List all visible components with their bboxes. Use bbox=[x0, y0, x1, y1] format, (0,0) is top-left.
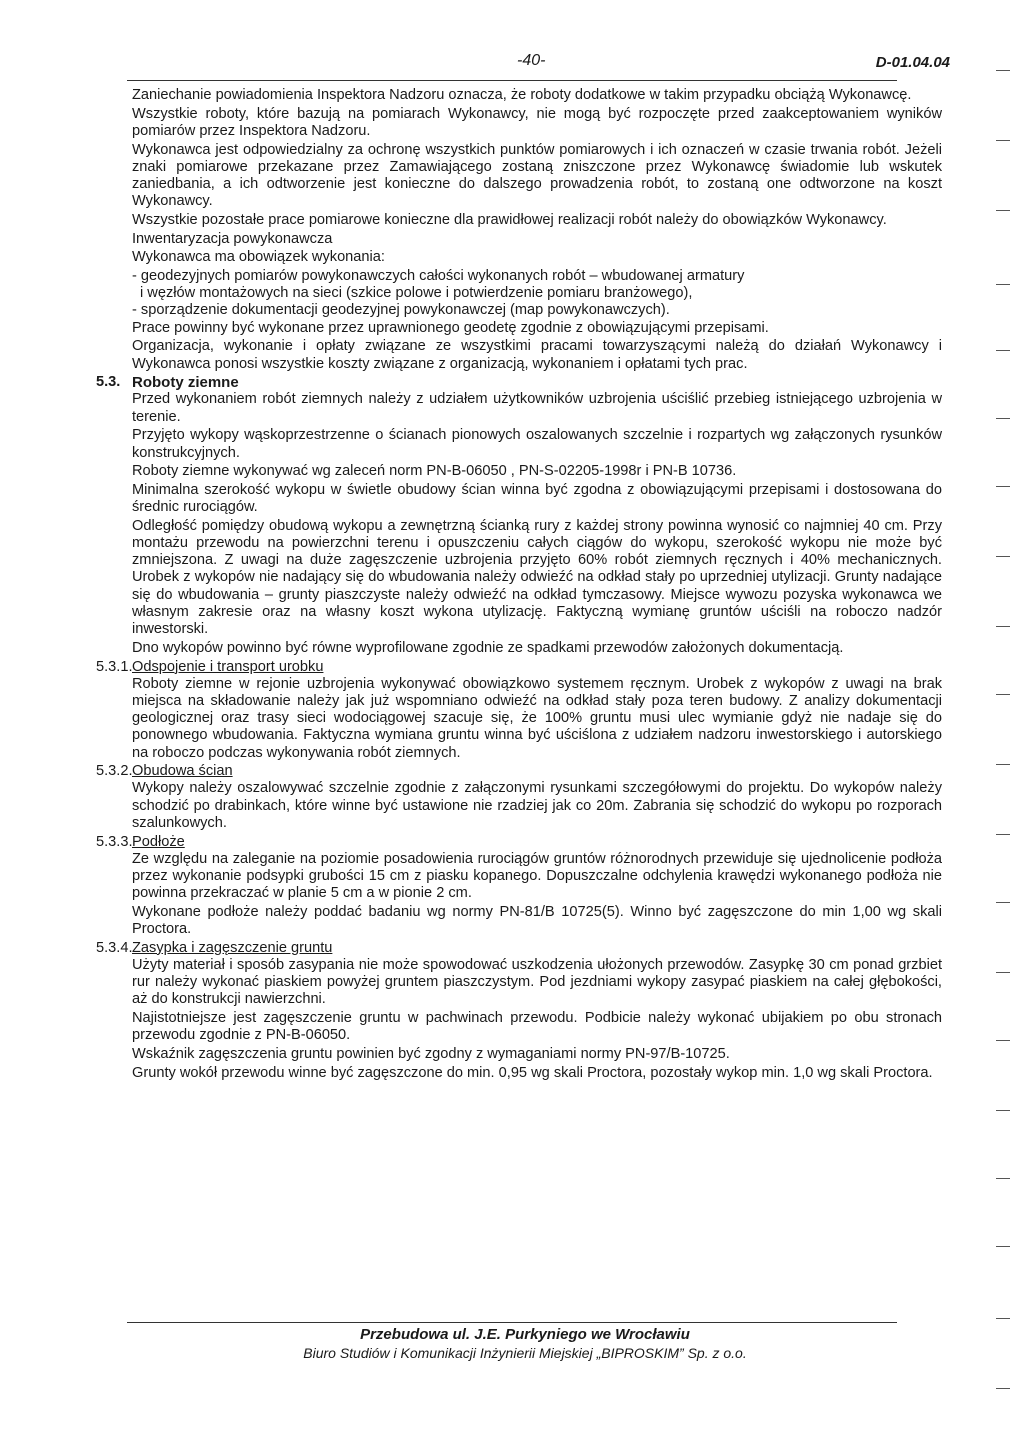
indent-spacer bbox=[96, 142, 132, 211]
list-item bbox=[96, 302, 942, 319]
list-item-text: i węzłów montażowych na sieci (szkice polowe i potwierdzenie pomiaru branżowego), bbox=[140, 285, 693, 302]
indent-spacer bbox=[96, 212, 132, 229]
indent-spacer bbox=[96, 249, 132, 266]
list-item bbox=[96, 285, 942, 302]
scan-margin-mark bbox=[996, 210, 1010, 211]
scan-margin-mark bbox=[996, 284, 1010, 285]
heading-number: 5.3.4. bbox=[96, 939, 133, 956]
subsection-heading bbox=[96, 659, 942, 676]
heading-number: 5.3.2. bbox=[96, 763, 133, 780]
indent-spacer bbox=[96, 391, 132, 425]
paragraph-text: Inwentaryzacja powykonawcza bbox=[132, 230, 333, 247]
paragraph-text: Roboty ziemne w rejonie uzbrojenia wykonywać obowiązkowo systemem ręcznym. Urobek z wykopów z uwagi na brak miejsca na składowanie należy jak już wspomniano odwieźć na odkład stały poza teren budowy. Z analizy dokumentacji geologicznej oraz trasy sieci wodociągowej szacuje się, że 100% gruntu musi ulec wymianie gdyż nie nadaje się do ponownego wbudowania. Faktyczna wymiana gruntu winna być uściślona z udziałem nadzoru inwestorskiego i autorskiego na roboczo podczas wykonywania robót ziemnych. bbox=[132, 675, 942, 761]
paragraph-text: Organizacja, wykonanie i opłaty związane ze wszystkimi pracami towarzyszącymi należą do działań Wykonawcy i Wykonawca ponosi wszystkie koszty związane z organizacją, wykonaniem i opłatami tych prac. bbox=[132, 338, 942, 372]
indent-spacer bbox=[96, 87, 132, 104]
paragraph bbox=[96, 249, 942, 266]
paragraph-text: Prace powinny być wykonane przez uprawnionego geodetę zgodnie z obowiązującymi przepisami. bbox=[132, 319, 769, 336]
paragraph-text: Wykonane podłoże należy poddać badaniu wg normy PN-81/B 10725(5). Winno być zagęszczone do min 1,00 wg skali Proctora. bbox=[132, 903, 942, 938]
heading-title: Odspojenie i transport urobku bbox=[132, 658, 324, 675]
paragraph bbox=[96, 142, 942, 211]
paragraph bbox=[96, 904, 942, 938]
indent-spacer bbox=[96, 320, 132, 337]
scan-margin-mark bbox=[996, 694, 1010, 695]
paragraph-text: Wszystkie roboty, które bazują na pomiarach Wykonawcy, nie mogą być rozpoczęte przed zaakceptowaniem wyników pomiarów przez Inspektora Nadzoru. bbox=[132, 105, 942, 139]
indent-spacer bbox=[96, 851, 132, 903]
paragraph bbox=[96, 463, 942, 480]
paragraph-text: Ze względu na zaleganie na poziomie posadowienia rurociągów gruntów różnorodnych przewiduje się ujednolicenie podłoża przez wykonanie podsypki grubości 15 cm z piasku kopanego. Dopuszczalne odchylenia krawędzi wykonanego podłoża nie powinna przekraczać w planie 5 cm a w pionie 2 cm. bbox=[132, 850, 942, 902]
section-heading bbox=[96, 374, 942, 391]
paragraph bbox=[96, 851, 942, 903]
heading-number: 5.3. bbox=[96, 374, 121, 391]
paragraph bbox=[96, 676, 942, 762]
scan-margin-mark bbox=[996, 1110, 1010, 1111]
indent-spacer bbox=[96, 1010, 132, 1044]
indent-spacer bbox=[96, 1065, 132, 1082]
paragraph-text: Wykonawca ma obowiązek wykonania: bbox=[132, 249, 385, 266]
indent-spacer bbox=[96, 482, 132, 516]
paragraph bbox=[96, 482, 942, 516]
paragraph bbox=[96, 1046, 942, 1063]
scan-margin-mark bbox=[996, 140, 1010, 141]
paragraph bbox=[96, 957, 942, 1009]
paragraph-text: Dno wykopów powinno być równe wyprofilowane zgodnie ze spadkami przewodów założonych dokumentacją. bbox=[132, 639, 844, 656]
paragraph bbox=[96, 518, 942, 638]
scan-margin-mark bbox=[996, 1040, 1010, 1041]
paragraph-text: Roboty ziemne wykonywać wg zaleceń norm PN-B-06050 , PN-S-02205-1998r i PN-B 10736. bbox=[132, 463, 737, 480]
paragraph bbox=[96, 106, 942, 140]
scan-margin-mark bbox=[996, 972, 1010, 973]
indent-spacer bbox=[96, 338, 132, 372]
subsection-heading bbox=[96, 763, 942, 780]
header-rule bbox=[127, 80, 897, 81]
paragraph bbox=[96, 780, 942, 832]
indent-spacer bbox=[96, 231, 132, 248]
document-body bbox=[96, 87, 942, 1083]
scan-margin-mark bbox=[996, 486, 1010, 487]
indent-spacer bbox=[96, 463, 132, 480]
heading-title: Podłoże bbox=[132, 833, 185, 850]
paragraph bbox=[96, 231, 942, 248]
list-item-text: - geodezyjnych pomiarów powykonawczych całości wykonanych robót – wbudowanej armatury bbox=[132, 268, 745, 285]
scan-margin-mark bbox=[996, 902, 1010, 903]
paragraph bbox=[96, 640, 942, 657]
scan-margin-mark bbox=[996, 1318, 1010, 1319]
footer-rule bbox=[127, 1322, 897, 1323]
indent-spacer bbox=[96, 106, 132, 140]
paragraph bbox=[96, 212, 942, 229]
scan-margin-mark bbox=[996, 1246, 1010, 1247]
subsection-heading bbox=[96, 834, 942, 851]
scan-margin-mark bbox=[996, 834, 1010, 835]
list-item-text: - sporządzenie dokumentacji geodezyjnej powykonawczej (map powykonawczych). bbox=[132, 302, 670, 319]
indent-spacer bbox=[96, 518, 132, 638]
scan-margin-mark bbox=[996, 350, 1010, 351]
paragraph bbox=[96, 1065, 942, 1082]
paragraph-text: Przed wykonaniem robót ziemnych należy z udziałem użytkowników uzbrojenia uściślić przebieg istniejącego uzbrojenia w terenie. bbox=[132, 391, 942, 425]
scan-margin-mark bbox=[996, 1388, 1010, 1389]
paragraph-text: Wykopy należy oszalowywać szczelnie zgodnie z załączonymi rysunkami szczegółowymi do projektu. Do wykopów należy schodzić po drabinkach, które winne być ustawione nie rzadziej jak co 20m. Zabrania się schodzić do wykopu po rozporach szalunkowych. bbox=[132, 780, 942, 831]
paragraph-text: Wszystkie pozostałe prace pomiarowe konieczne dla prawidłowej realizacji robót należy do obowiązków Wykonawcy. bbox=[132, 211, 887, 228]
page-number: -40- bbox=[517, 52, 546, 69]
heading-number: 5.3.1. bbox=[96, 658, 133, 675]
paragraph-text: Przyjęto wykopy wąskoprzestrzenne o ścianach pionowych oszalowanych szczelnie i rozpartych wg załączonych rysunków konstrukcyjnych. bbox=[132, 427, 942, 461]
indent-spacer bbox=[96, 285, 132, 302]
footer-project-title: Przebudowa ul. J.E. Purkyniego we Wrocławiu bbox=[360, 1326, 690, 1343]
paragraph-text: Grunty wokół przewodu winne być zagęszczone do min. 0,95 wg skali Proctora, pozostały wykop min. 1,0 wg skali Proctora. bbox=[132, 1064, 933, 1081]
indent-spacer bbox=[96, 302, 132, 319]
heading-title: Zasypka i zagęszczenie gruntu bbox=[132, 939, 333, 956]
paragraph-text: Zaniechanie powiadomienia Inspektora Nadzoru oznacza, że roboty dodatkowe w takim przypadku obciążą Wykonawcę. bbox=[132, 87, 912, 103]
indent-spacer bbox=[96, 957, 132, 1009]
paragraph bbox=[96, 427, 942, 461]
paragraph bbox=[96, 338, 942, 372]
indent-spacer bbox=[96, 780, 132, 832]
scan-margin-mark bbox=[996, 626, 1010, 627]
indent-spacer bbox=[96, 676, 132, 762]
paragraph bbox=[96, 87, 942, 104]
scan-margin-mark bbox=[996, 1178, 1010, 1179]
subsection-heading bbox=[96, 940, 942, 957]
paragraph-text: Wykonawca jest odpowiedzialny za ochronę wszystkich punktów pomiarowych i ich oznaczeń w czasie trwania robót. Jeżeli znaki pomiarowe przekazane przez Zamawiającego zostaną zniszczone przez Wykonawcę świadomie lub wskutek zaniedbania, a ich odtworzenie jest konieczne do dalszego prowadzenia robót, to zostaną one odtworzone na koszt Wykonawcy. bbox=[132, 141, 942, 210]
paragraph bbox=[96, 320, 942, 337]
document-code: D-01.04.04 bbox=[875, 54, 950, 71]
heading-title: Obudowa ścian bbox=[132, 763, 233, 780]
paragraph-text: Wskaźnik zagęszczenia gruntu powinien być zgodny z wymaganiami normy PN-97/B-10725. bbox=[132, 1045, 730, 1062]
indent-spacer bbox=[96, 640, 132, 657]
footer-company: Biuro Studiów i Komunikacji Inżynierii Miejskiej „BIPROSKIM” Sp. z o.o. bbox=[303, 1345, 747, 1361]
scan-margin-mark bbox=[996, 70, 1010, 71]
paragraph-text: Minimalna szerokość wykopu w świetle obudowy ścian winna być zgodna z obowiązującymi przepisami i dostosowana do średnic rurociągów. bbox=[132, 481, 942, 516]
paragraph bbox=[96, 1010, 942, 1044]
scan-margin-mark bbox=[996, 418, 1010, 419]
list-item bbox=[96, 268, 942, 285]
page-footer bbox=[125, 1325, 925, 1363]
scan-margin-mark bbox=[996, 556, 1010, 557]
paragraph bbox=[96, 391, 942, 425]
indent-spacer bbox=[96, 1046, 132, 1063]
indent-spacer bbox=[96, 904, 132, 938]
page-header bbox=[125, 52, 950, 80]
heading-title: Roboty ziemne bbox=[132, 374, 239, 392]
indent-spacer bbox=[96, 268, 132, 285]
paragraph-gap bbox=[96, 1082, 942, 1084]
paragraph-text: Odległość pomiędzy obudową wykopu a zewnętrzną ścianką rury z każdej strony powinna wynosić co najmniej 40 cm. Przy montażu przewodu na powierzchni terenu i opuszczeniu całych ciągów do wykopu, szerokość wykopu nie może być zmniejszona. Z uwagi na duże zagęszczenie uzbrojenia przyjęto 60% robót ziemnych ręcznych i 40% mechanicznych. Urobek z wykopów nie nadający się do wbudowania należy odwieźć na odkład stały po uprzedniej utylizacji. Grunty nadające się do wbudowania – grunty piaszczyste należy odwieźć na odkład tymczasowy. Miejsce wywozu pozyska wykonawca we własnym zakresie oraz na własny koszt wykona utylizację. Faktyczną wymianę gruntów uściśli na roboczo nadzór inwestorski. bbox=[132, 517, 942, 638]
indent-spacer bbox=[96, 427, 132, 461]
scan-margin-mark bbox=[996, 764, 1010, 765]
paragraph-text: Użyty materiał i sposób zasypania nie może spowodować uszkodzenia ułożonych przewodów. Zasypkę 30 cm ponad grzbiet rur należy wykonać piaskiem powyżej gruntem piaszczystym. Pod jezdniami wykopy zasypać piaskiem na całej głębokości, aż do konstrukcji nawierzchni. bbox=[132, 956, 942, 1008]
heading-number: 5.3.3. bbox=[96, 833, 133, 850]
paragraph-text: Najistotniejsze jest zagęszczenie gruntu w pachwinach przewodu. Podbicie należy wykonać ubijakiem po obu stronach przewodu zgodnie z PN-B-06050. bbox=[132, 1010, 942, 1044]
